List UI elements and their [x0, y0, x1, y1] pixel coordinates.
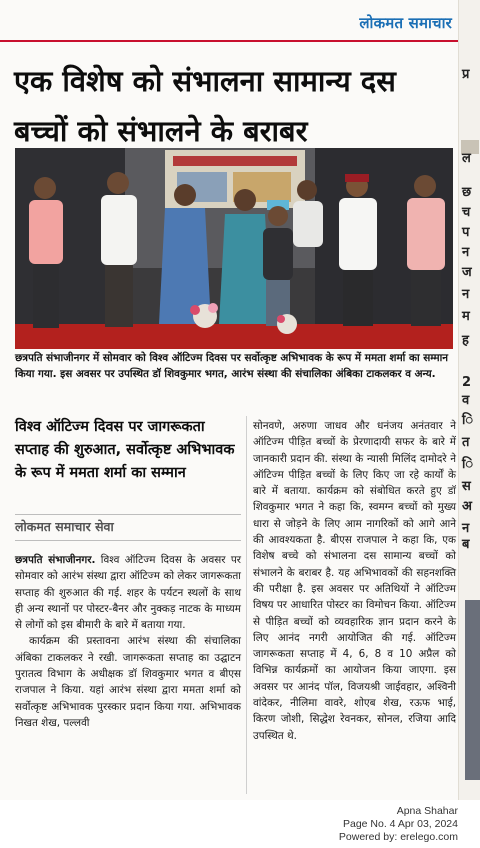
adjacent-article-glyph: न — [462, 521, 470, 536]
adjacent-article-glyph: प — [462, 225, 470, 240]
adjacent-article-glyph: न — [462, 287, 470, 302]
adjacent-article-glyph: त — [462, 435, 470, 450]
subheadline: विश्व ऑटिज्म दिवस पर जागरूकता सप्ताह की शुरुआत, सर्वोत्कृष्ट अभिभावक के रूप में ममता शर्मा का सम्मान — [15, 419, 235, 481]
article-column-right — [253, 418, 456, 744]
adjacent-article-glyph: म — [462, 309, 470, 324]
footer-page-date: Page No. 4 Apr 03, 2024 — [342, 818, 458, 830]
masthead-rule — [0, 40, 458, 42]
byline-rule-top — [15, 514, 241, 515]
byline-rule-bottom — [15, 540, 241, 541]
paragraph-3: सोनवणे, अरुणा जाधव और धनंजय अनंतवार ने ऑटिज्म पीड़ित बच्चों के प्रेरणादायी सफर के बारे में जानकारी प्रदान की. संस्था के न्यासी मिलिंद दामोदरे ने ऑटिज्म पीड़ित बच्चों के लिए किए जा रहे कार्यों के बारे में बताया. कार्यक्रम को संबोधित करते हुए डॉ शिवकुमार भगत ने कहा कि, स्वमग्न बच्चों को मुख्य धारा से जोड़ने के लिए आम नागरिकों को आगे आने की आवश्यकता है. बीएस राजपाल ने कहा कि, एक विशेष बच्चे को संभालना दस सामान्य बच्चों को संभालने के बराबर है. यह अभिभावकों की सहनशक्ति की परीक्षा है. इस अवसर पर अतिथियों ने ऑटिज्म विषय पर आधारित पोस्टर का विमोचन किया. ऑटिज्म से पीड़ित बच्चों को व्यवहारिक ज्ञान प्रदान करने के लिए आनंद नगरी आयोजित की गई. ऑटिज्म जागरूकता सप्ताह में 4, 6, 8 व 10 अप्रैल को विभिन्न कार्यक्रमों का आयोजन किया जाएगा. इस अवसर पर आनंद पॉल, विजयश्री जाईवहार, अश्विनी वांदेकर, नीलिमा वावरे, शोएब शेख, रऊफ भाई, किरण जोशी, सिद्धेश रेवनकर, सोनल, रजिया आदि उपस्थित थे. — [253, 420, 456, 742]
paragraph-2: कार्यक्रम की प्रस्तावना आरंभ संस्था की संचालिका अंबिका टाकलकर ने रखी. जागरूकता सप्ताह का उद्घाटन पुरातत्व विभाग के अधीक्षक डॉ शिवकुमार भगत व बीएस राजपाल ने किया. यहां आरंभ संस्था द्वारा ममता शर्मा को सर्वोत्कृष्ट अभिभावक पुरस्कार प्रदान किया गया. अभिभावक निखत शेख, पल्लवी — [15, 635, 241, 729]
paragraph-1: विश्व ऑटिज्म दिवस के अवसर पर सोमवार को आरंभ संस्था द्वारा ऑटिज्म को लेकर जागरूकता सप्ताह की शुरुआत की गई. शहर के पर्यटन स्थलों के साथ ही अन्य स्थानों पर पोस्टर-बैनर और नुक्कड़ नाटक के माध्यम से लोगों को इस बीमारी के बारे में बताया गया. — [15, 554, 241, 632]
adjacent-article-glyph: व — [462, 393, 470, 408]
news-photo — [15, 148, 453, 349]
adjacent-article-glyph: ज — [462, 265, 472, 280]
masthead-logo: लोकमत समाचार — [359, 14, 452, 32]
adjacent-article-glyph: ि — [462, 413, 474, 428]
adjacent-article-glyph: ह — [462, 333, 469, 348]
adjacent-article-glyph: प्र — [462, 67, 470, 82]
adjacent-article-strip — [458, 0, 480, 800]
footer-powered-by: Powered by: erelego.com — [338, 831, 458, 843]
adjacent-article-glyph: अ — [462, 499, 472, 514]
photo-caption: छत्रपति संभाजीनगर में सोमवार को विश्व ऑटिज्म दिवस पर सर्वोत्कृष्ट अभिभावक के रूप में ममता शर्मा का सम्मान किया गया. इस अवसर पर उपस्थित डॉ शिवकुमार भगत, आरंभ संस्था की संचालिका अंबिका टाकलकर व अन्य. — [15, 352, 449, 380]
article-column-left — [15, 552, 241, 731]
footer-section: Apna Shahar — [396, 805, 458, 817]
page-footer — [339, 805, 458, 844]
adjacent-article-glyph: 2 — [462, 375, 472, 390]
headline: एक विशेष को संभालना सामान्य दस बच्चों को संभालने के बराबर — [14, 64, 396, 148]
adjacent-article-glyph: ब — [462, 537, 470, 552]
adjacent-article-glyph: च — [462, 205, 471, 220]
adjacent-article-glyph: छ — [462, 185, 472, 200]
adjacent-article-glyph: ल — [462, 151, 471, 166]
adjacent-article-glyph: ि — [462, 457, 474, 472]
dateline: छत्रपति संभाजीनगर. — [15, 554, 96, 566]
byline: लोकमत समाचार सेवा — [15, 519, 114, 534]
adjacent-article-glyph: न — [462, 245, 470, 260]
person-2 — [101, 172, 137, 327]
column-divider — [246, 416, 247, 794]
adjacent-article-glyph: स — [462, 479, 471, 494]
